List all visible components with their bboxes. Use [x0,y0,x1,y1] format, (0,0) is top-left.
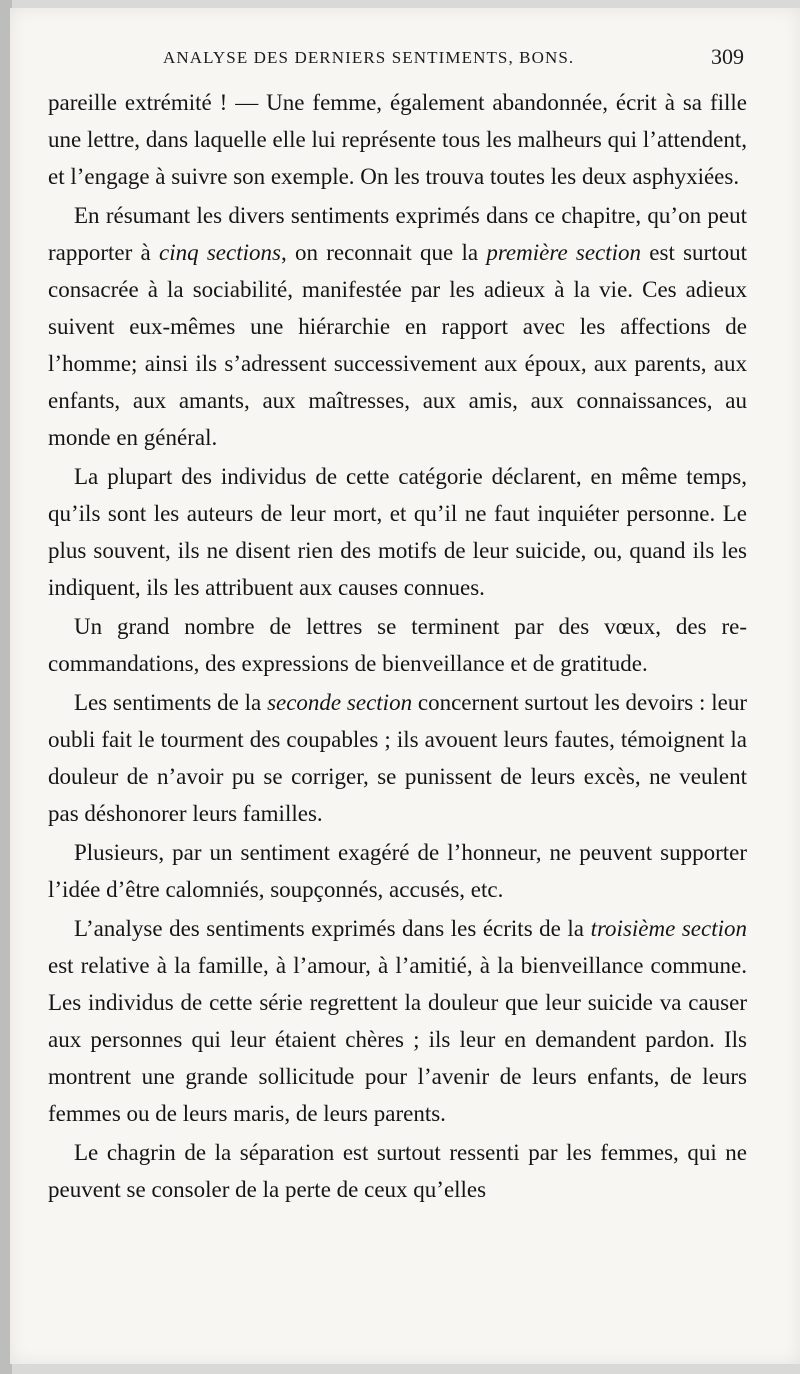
text-run: Un grand nombre de lettres se terminent par des vœux, des recommandations, des expressions de bienveillance et de gratitude. [48,614,747,676]
text-run: Le chagrin de la séparation est surtout ressenti par les femmes, qui ne peuvent se consoler de la perte de ceux qu’elles [48,1140,747,1202]
text-run: Les sentiments de la [74,690,268,715]
paragraph [48,684,747,832]
paragraph [48,834,747,908]
page-header [48,44,744,74]
italic-text: troisième section [590,916,747,941]
running-head: ANALYSE DES DERNIERS SENTIMENTS, BONS. [163,48,575,67]
paragraph [48,84,747,195]
text-run: Plusieurs, par un sentiment exagéré de l’honneur, ne peuvent supporter l’idée d’être calomniés, soupçonnés, accusés, etc. [48,840,747,902]
paragraph [48,1134,747,1208]
text-run: , on reconnait que la [280,240,487,265]
body-text [48,84,747,1208]
text-run: En résumant les divers sentiments exprimés dans ce chapitre, qu’on peut rapporter à [48,203,747,265]
paragraph [48,197,747,456]
italic-text: première section [486,240,642,265]
page-number: 309 [711,44,744,69]
text-run: pareille extrémité ! — Une femme, également abandonnée, écrit à sa fille une lettre, dans laquelle elle lui représente tous les malheurs qui l’attendent, et l’engage à suivre son exemple. On les trouva toutes les deux asphyxiées. [48,90,747,189]
text-run: est surtout consacrée à la sociabilité, manifestée par les adieux à la vie. Ces adieux suivent eux-mêmes une hiérarchie en rapport avec les affections de l’homme; ainsi ils s’adressent successivement aux époux, aux parents, aux enfants, aux amants, aux maîtresses, aux amis, aux connaissances, au monde en général. [48,240,747,450]
text-run: L’analyse des sentiments exprimés dans les écrits de la [74,916,591,941]
text-run: La plupart des individus de cette catégorie déclarent, en même temps, qu’ils sont les auteurs de leur mort, et qu’il ne faut inquiéter personne. Le plus souvent, ils ne disent rien des motifs de leur suicide, ou, quand ils les indiquent, ils les attribuent aux causes connues. [48,464,747,600]
italic-text: cinq sections [159,240,281,265]
italic-text: seconde section [267,690,413,715]
paragraph [48,458,747,606]
paragraph [48,608,747,682]
text-run: concernent surtout les devoirs : leur oubli fait le tourment des coupables ; ils avouent leurs fautes, témoignent la douleur de n’avoir pu se corriger, se punissent de leurs excès, ne veulent pas déshonorer leurs familles. [48,690,747,826]
paragraph [48,910,747,1132]
text-run: est relative à la famille, à l’amour, à l’amitié, à la bienveillance commune. Les individus de cette série regrettent la douleur que leur suicide va causer aux personnes qui leur étaient chères ; ils leur en demandent pardon. Ils montrent une grande sollicitude pour l’avenir de leurs enfants, de leurs femmes ou de leurs maris, de leurs parents. [48,953,747,1126]
